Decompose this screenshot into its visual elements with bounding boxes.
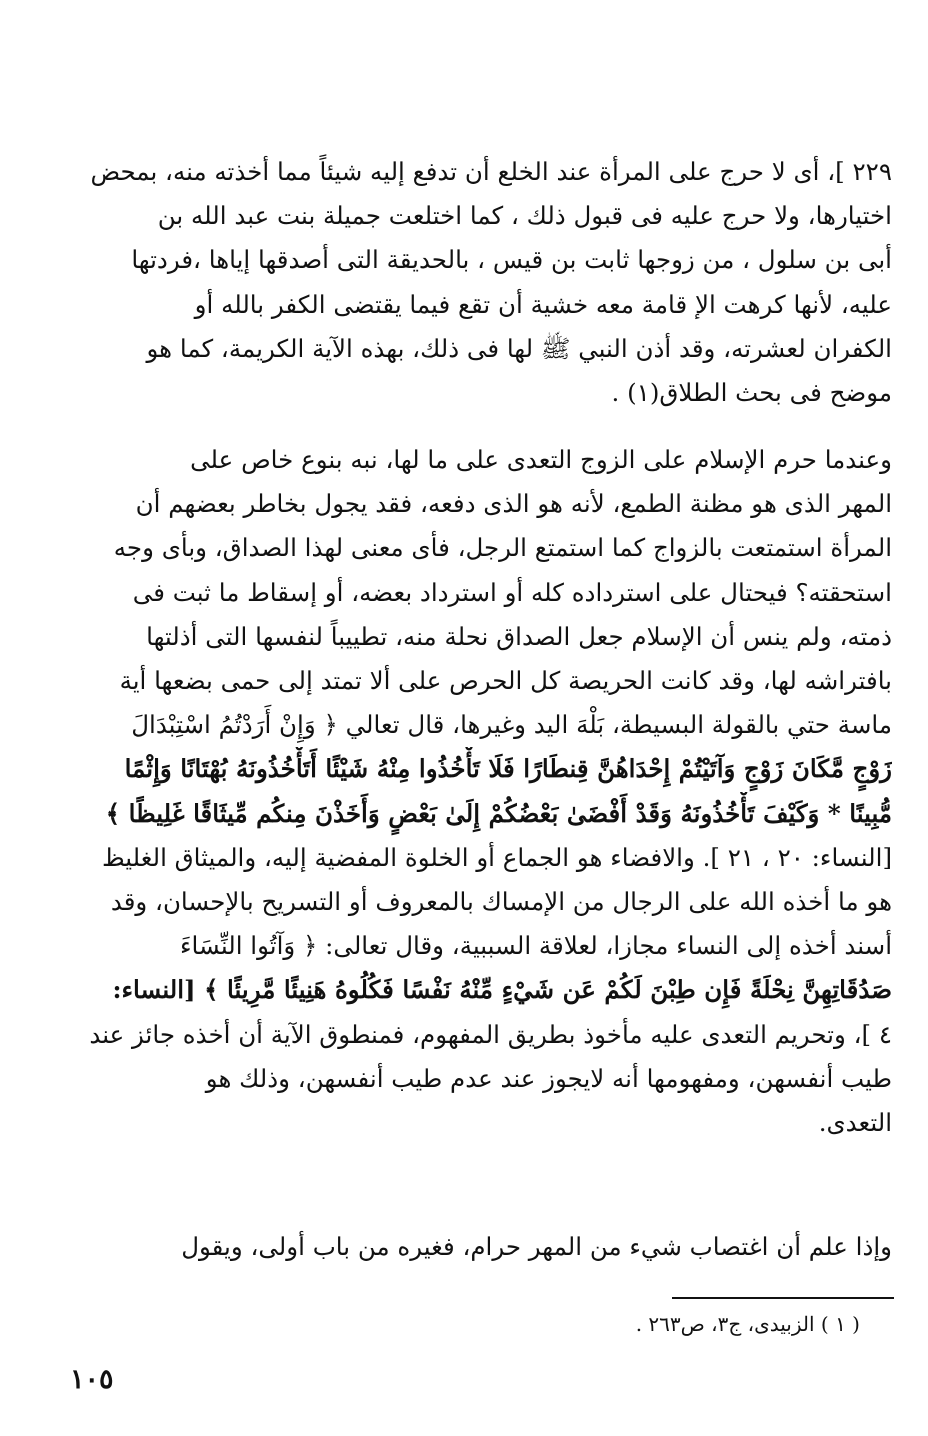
text-line: ماسة حتي بالقولة البسيطة، بَلْهَ اليد وغيرها، قال تعالي ﴿ وَإِنْ أَرَدْتُمُ اسْتِبْدَالَ — [131, 710, 892, 740]
quran-verse-line: مُّبِينًا * وَكَيْفَ تَأْخُذُونَهُ وَقَدْ أَفْضَىٰ بَعْضُكُمْ إِلَىٰ بَعْضٍ وَأَخَذْنَ مِنكُم مِّيثَاقًا غَلِيظًا ﴾ — [105, 798, 892, 828]
text-line: وإذا علم أن اغتصاب شيء من المهر حرام، فغيره من باب أولى، ويقول — [181, 1232, 892, 1261]
paragraph-mahr — [72, 438, 892, 1145]
page-number: ١٠٥ — [70, 1364, 114, 1395]
text-line: ٢٢٩ ]، أى لا حرج على المرأة عند الخلع أن تدفع إليه شيئاً مما أخذته منه، بمحض — [90, 157, 892, 186]
text-line: [النساء: ٢٠ ، ٢١ ]. والافضاء هو الجماع أو الخلوة المفضية إليه، والميثاق الغليظ — [102, 842, 892, 872]
text-line: التعدى. — [818, 1108, 892, 1138]
text-line: المهر الذى هو مظنة الطمع، لأنه هو الذى دفعه، فقد يجول بخاطر بعضهم أن — [135, 489, 892, 519]
text-line: عليه، لأنها كرهت الإ قامة معه خشية أن تقع فيما يقتضى الكفر بالله أو — [194, 289, 892, 319]
text-line: ذمته، ولم ينس أن الإسلام جعل الصداق نحلة منه، تطييباً لنفسها التى أذلتها — [146, 621, 892, 651]
footnote: ( ١ ) الزبيدى، ج٣، ص٢٦٣ . — [635, 1312, 860, 1336]
text-line: ٤ ]، وتحريم التعدى عليه مأخوذ بطريق المفهوم، فمنطوق الآية أن أخذه جائز عند — [89, 1019, 892, 1049]
quran-verse-line: صَدُقَاتِهِنَّ نِحْلَةً فَإِن طِبْنَ لَكُمْ عَن شَيْءٍ مِّنْهُ نَفْسًا فَكُلُوهُ هَنِيئًا مَّرِيئًا ﴾ [النساء: — [112, 975, 892, 1005]
text-line: اختيارها، ولا حرج عليه فى قبول ذلك ، كما اختلعت جميلة بنت عبد الله بن — [157, 201, 892, 231]
text-line: الكفران لعشرته، وقد أذن النبي ﷺ لها فى ذلك، بهذه الآية الكريمة، كما هو — [146, 333, 892, 363]
paragraph-ightisab — [72, 1225, 892, 1269]
text-line: أسند أخذه إلى النساء مجازا، لعلاقة السببية، وقال تعالى: ﴿ وَآتُوا النِّسَاءَ — [180, 931, 892, 961]
text-line: موضح فى بحث الطلاق(١) . — [611, 378, 892, 408]
text-line: المرأة استمتعت بالزواج كما استمتع الرجل، فأى معنى لهذا الصداق، وبأى وجه — [113, 533, 892, 563]
text-line: هو ما أخذه الله على الرجال من الإمساك بالمعروف أو التسريح بالإحسان، وقد — [110, 887, 892, 917]
text-line: بافتراشه لها، وقد كانت الحريصة كل الحرص على ألا تمتد إلى حمى بضعها أية — [119, 666, 892, 696]
footnote-divider — [672, 1297, 894, 1299]
paragraph-khul — [72, 150, 892, 415]
text-line: طيب أنفسهن، ومفهومها أنه لايجوز عند عدم طيب أنفسهن، وذلك هو — [205, 1063, 892, 1093]
text-line: أبى بن سلول ، من زوجها ثابت بن قيس ، بالحديقة التى أصدقها إياها ،فردتها — [131, 245, 892, 275]
text-line: استحقته؟ فيحتال على استرداده كله أو استرداد بعضه، أو إسقاط ما ثبت فى — [132, 577, 892, 607]
quran-verse-line: زَوْجٍ مَّكَانَ زَوْجٍ وَآتَيْتُمْ إِحْدَاهُنَّ قِنطَارًا فَلَا تَأْخُذُوا مِنْهُ شَيْئًا أَتَأْخُذُونَهُ بُهْتَانًا وَإِثْمًا — [124, 754, 892, 784]
text-line: وعندما حرم الإسلام على الزوج التعدى على ما لها، نبه بنوع خاص على — [190, 445, 892, 474]
